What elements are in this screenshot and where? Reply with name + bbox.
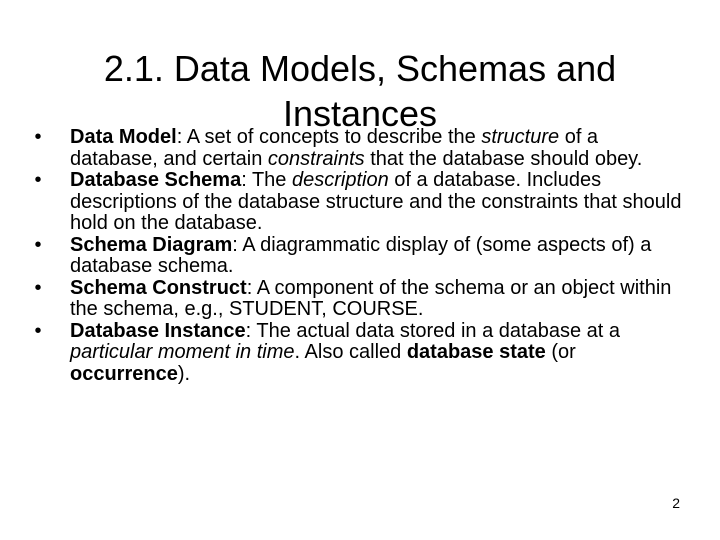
bullet-term: Schema Diagram (70, 233, 233, 256)
bullet-emphasis: structure (481, 126, 560, 148)
bullet-dot-icon: • (34, 126, 42, 148)
bullet-term: Database Instance (70, 319, 246, 342)
bullet-emphasis: constraints (267, 147, 365, 170)
bullet-list (28, 127, 688, 385)
slide-title-line-2: Instances (282, 93, 438, 135)
bullet-text: : A component of the schema or an object within the schema, e.g., STUDENT, COURSE. (70, 276, 672, 320)
page-number: 2 (672, 495, 680, 511)
bullet-text: (or (545, 341, 576, 363)
bullet-term: Data Model (70, 126, 177, 148)
bullet-text: : A diagrammatic display of (some aspects of) a database schema. (70, 233, 652, 277)
bullet-item-database-schema (28, 170, 688, 235)
bullet-item-schema-construct (28, 278, 688, 321)
bullet-item-database-instance (28, 321, 688, 386)
bullet-strong: occurrence (70, 362, 178, 385)
bullet-text: . Also called (294, 341, 407, 363)
slide-title (40, 46, 680, 136)
bullet-term: Database Schema (70, 169, 242, 191)
bullet-emphasis: particular moment in time (70, 341, 295, 363)
bullet-item-data-model (28, 127, 688, 170)
bullet-emphasis: description (291, 169, 389, 191)
bullet-term: Schema Construct (70, 276, 247, 299)
bullet-text: : A set of concepts to describe the (176, 126, 482, 148)
bullet-text: of a database. Includes descriptions of the database structure and the constraints that should hold on the database. (70, 169, 682, 234)
bullet-item-schema-diagram (28, 235, 688, 278)
bullet-text: : The actual data stored in a database at a (245, 319, 620, 342)
slide-title-line-1: 2.1. Data Models, Schemas and (103, 48, 617, 90)
bullet-text: of a database, and certain (70, 126, 599, 170)
bullet-dot-icon: • (34, 169, 42, 191)
bullet-text: : The (241, 169, 292, 191)
bullet-dot-icon: • (34, 319, 42, 342)
bullet-strong: database state (406, 341, 546, 363)
bullet-dot-icon: • (34, 233, 42, 256)
bullet-text: that the database should obey. (364, 147, 643, 170)
bullet-text: ). (177, 362, 191, 385)
bullet-dot-icon: • (34, 276, 42, 299)
